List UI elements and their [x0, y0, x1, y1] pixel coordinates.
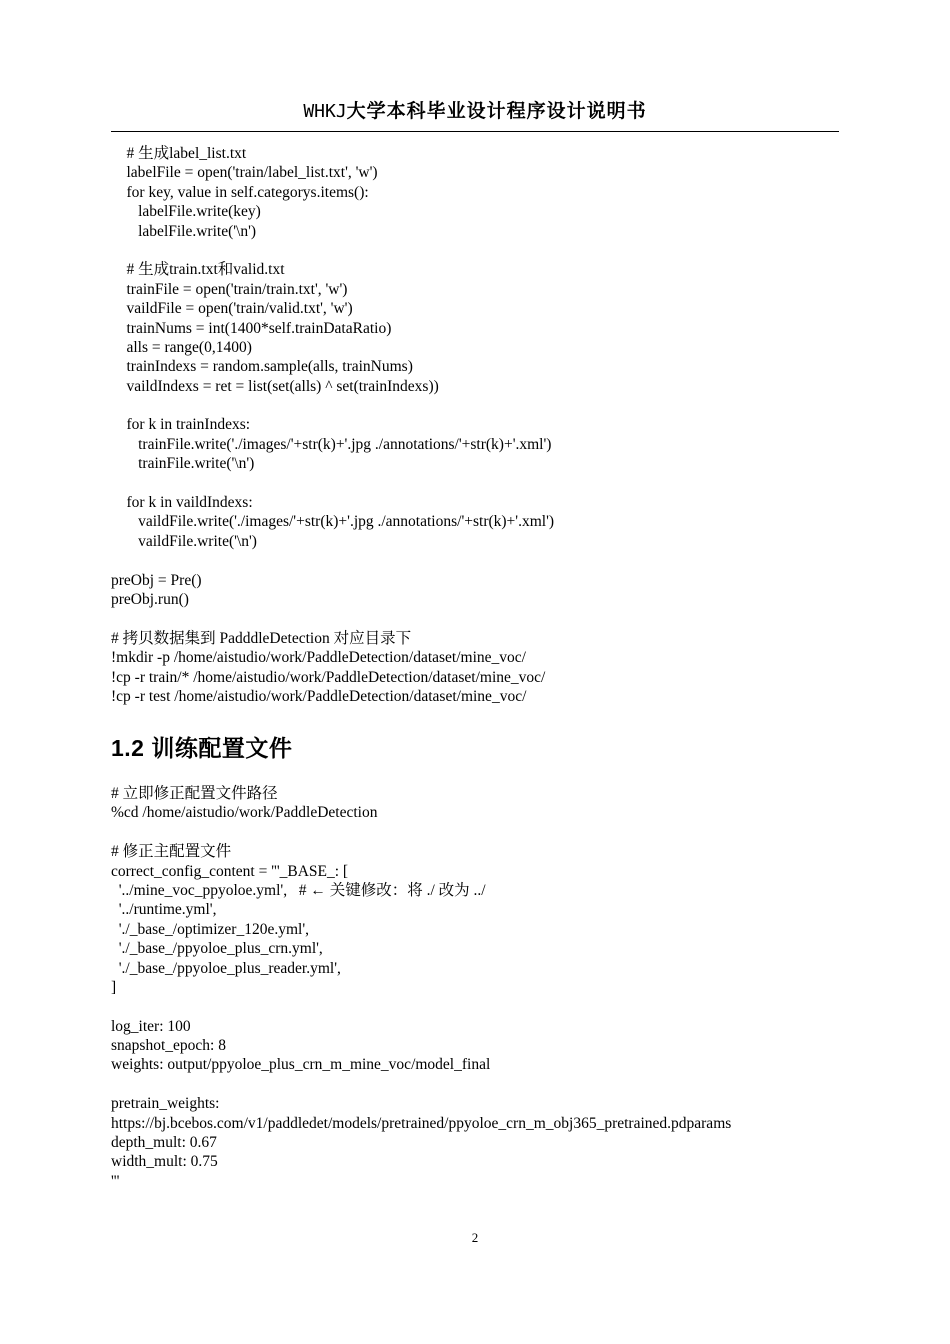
code-line: for k in trainIndexs:: [111, 416, 251, 434]
code-line: vaildIndexs = ret = list(set(alls) ^ set(trainIndexs)): [111, 377, 439, 395]
code-line: depth_mult: 0.67: [111, 1134, 217, 1152]
code-line: for key, value in self.categorys.items():: [111, 183, 369, 201]
code-line: !mkdir -p /home/aistudio/work/PaddleDetection/dataset/mine_voc/: [111, 649, 526, 667]
code-line: [111, 474, 839, 493]
code-line: snapshot_epoch: 8: [111, 1037, 226, 1055]
code-line: [111, 241, 839, 260]
code-line: weights: output/ppyoloe_plus_crn_m_mine_voc/model_final: [111, 1056, 491, 1074]
code-line: width_mult: 0.75: [111, 1153, 218, 1171]
code-line: labelFile.write('\n'): [111, 222, 257, 240]
code-line: trainFile = open('train/train.txt', 'w'): [111, 280, 348, 298]
code-line: vaildFile.write('\n'): [111, 532, 257, 550]
code-line: # 拷贝数据集到 PadddleDetection 对应目录下: [111, 629, 412, 647]
code-line: trainIndexs = random.sample(alls, trainNums): [111, 358, 413, 376]
code-line: https://bj.bcebos.com/v1/paddledet/models/pretrained/ppyoloe_crn_m_obj365_pretrained.pdparams: [111, 1114, 732, 1132]
page-number: 2: [471, 1230, 479, 1245]
code-line: trainFile.write('\n'): [111, 455, 255, 473]
header-latin-text: WHKJ: [303, 101, 347, 122]
code-line: trainFile.write('./images/'+str(k)+'.jpg ./annotations/'+str(k)+'.xml'): [111, 435, 552, 453]
code-line: [111, 823, 839, 842]
code-line: # 生成train.txt和valid.txt: [111, 261, 285, 279]
code-line: labelFile = open('train/label_list.txt', 'w'): [111, 164, 378, 182]
page-header: [0, 96, 950, 123]
code-line: ]: [111, 978, 117, 996]
code-line: correct_config_content = '''_BASE_: [: [111, 862, 349, 880]
code-line: trainNums = int(1400*self.trainDataRatio): [111, 319, 392, 337]
code-line: !cp -r train/* /home/aistudio/work/PaddleDetection/dataset/mine_voc/: [111, 668, 546, 686]
code-line: './_base_/ppyoloe_plus_reader.yml',: [111, 959, 341, 977]
code-line: alls = range(0,1400): [111, 338, 252, 356]
code-line: vaildFile.write('./images/'+str(k)+'.jpg ./annotations/'+str(k)+'.xml'): [111, 513, 555, 531]
code-line: # 立即修正配置文件路径: [111, 785, 278, 802]
code-block-config: [111, 784, 839, 1191]
code-line: [111, 1075, 839, 1094]
code-line: preObj = Pre(): [111, 571, 202, 589]
code-line: # 生成label_list.txt: [111, 145, 247, 162]
code-line: %cd /home/aistudio/work/PaddleDetection: [111, 804, 378, 822]
code-line: preObj.run(): [111, 590, 189, 608]
code-line: labelFile.write(key): [111, 203, 261, 221]
code-line: [111, 997, 839, 1016]
code-line: [111, 396, 839, 415]
section-title: 1.2 训练配置文件: [111, 735, 293, 761]
header-divider: [111, 131, 839, 132]
code-line: '../runtime.yml',: [111, 901, 217, 919]
code-line: './_base_/ppyoloe_plus_crn.yml',: [111, 940, 323, 958]
code-block-data-prep: [111, 144, 839, 706]
code-line: # 修正主配置文件: [111, 843, 232, 861]
code-line: log_iter: 100: [111, 1017, 191, 1035]
code-line: ''': [111, 1172, 120, 1190]
header-title-text: 大学本科毕业设计程序设计说明书: [346, 100, 647, 122]
code-line: pretrain_weights:: [111, 1095, 220, 1113]
code-line: [111, 551, 839, 570]
code-line: vaildFile = open('train/valid.txt', 'w'): [111, 300, 353, 318]
code-line: !cp -r test /home/aistudio/work/PaddleDetection/dataset/mine_voc/: [111, 687, 527, 705]
code-line: '../mine_voc_ppyoloe.yml', # ← 关键修改：将 ./ 改为 ../: [111, 881, 486, 899]
code-line: for k in vaildIndexs:: [111, 494, 253, 512]
code-line: [111, 609, 839, 628]
code-line: './_base_/optimizer_120e.yml',: [111, 920, 310, 938]
